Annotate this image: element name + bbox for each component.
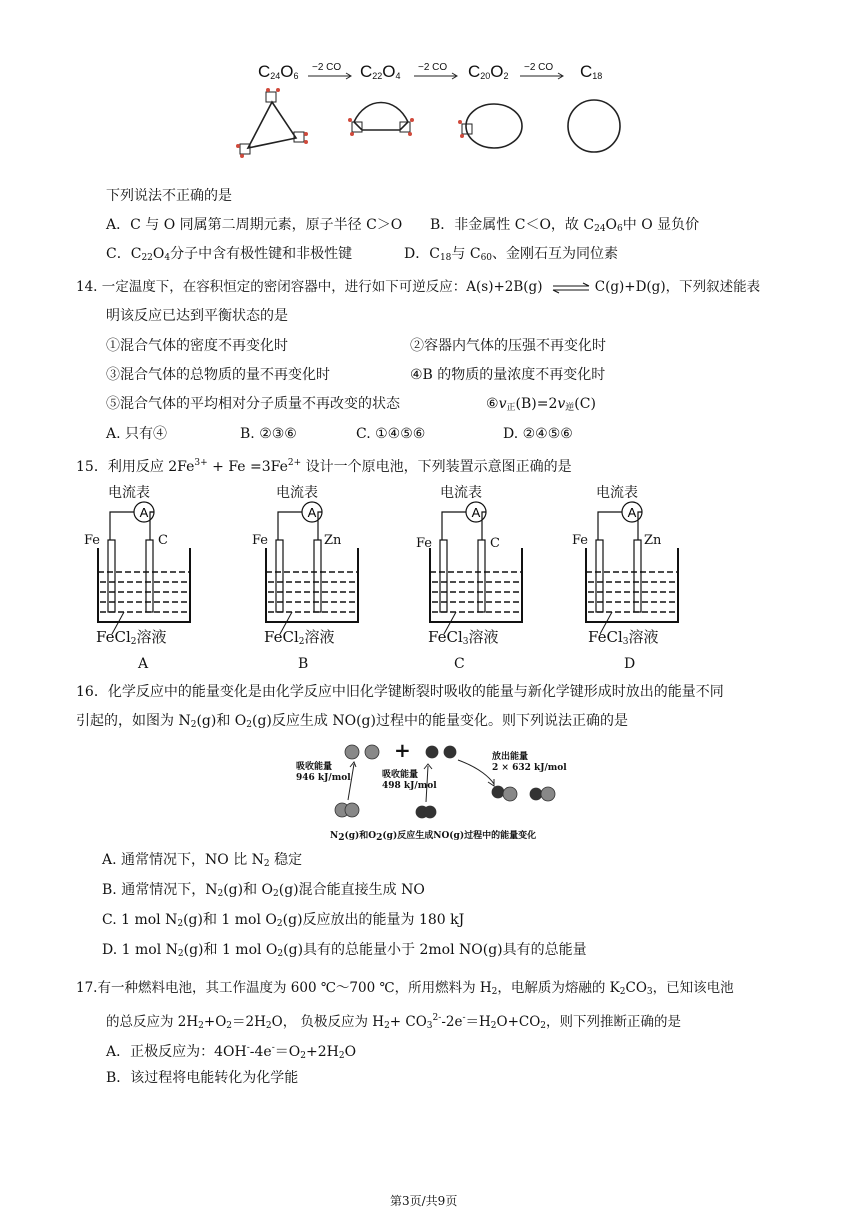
electrode-left-label: Fe: [84, 533, 101, 548]
release-label: [492, 752, 567, 774]
electrode-right-label: Zn: [644, 533, 662, 548]
text: O+CO: [496, 1014, 541, 1030]
text: 吸收能量: [296, 762, 333, 772]
electrode-left-label: Fe: [572, 533, 589, 548]
arrow-label-2: −2 CO: [418, 62, 448, 73]
sub: 24: [594, 224, 606, 234]
o-atom: [444, 746, 456, 758]
c24o6-ring: [248, 102, 296, 148]
sub: 22: [141, 253, 153, 263]
formula-text: O: [490, 62, 504, 81]
sub: 3: [646, 987, 653, 997]
electrode-right-label: Zn: [324, 533, 342, 548]
q16-stem-line1: 16．化学反应中的能量变化是由化学反应中旧化学键断裂时吸收的能量与新化学键形成时放出的能量不同: [76, 684, 724, 700]
cyclobutene-square: [352, 122, 362, 132]
text: (C): [574, 396, 596, 412]
q13-stem: 下列说法不正确的是: [106, 188, 232, 204]
electrode-left-label: Fe: [252, 533, 269, 548]
text: N: [330, 831, 339, 841]
cell-letter: A: [138, 656, 149, 672]
q13-option-b: [430, 215, 699, 239]
text: 引起的，如图为 N: [76, 713, 191, 729]
sub: 3: [426, 1021, 433, 1031]
formula-text: O: [382, 62, 396, 81]
formula-sub: 18: [592, 71, 603, 81]
sub: 18: [439, 253, 452, 263]
equilibrium-arrow-icon: [551, 282, 591, 294]
sub: 2: [376, 833, 383, 843]
q16-option-b: [102, 880, 425, 904]
q15-stem: [76, 453, 572, 477]
ammeter-label: 电流表: [440, 485, 482, 501]
cell-b: [252, 480, 372, 676]
absorb-label-2: [382, 770, 437, 792]
text: O， 负极反应为 H: [271, 1014, 385, 1030]
n-atom: [541, 787, 555, 801]
formula-sub: 6: [293, 71, 299, 81]
q13-option-c: [106, 244, 352, 268]
text: ＝2H: [232, 1014, 266, 1030]
text: FeCl: [264, 628, 299, 646]
c18-ring: [568, 100, 620, 152]
q14-option-a: A. 只有④: [106, 426, 168, 442]
ammeter-symbol: A: [307, 505, 317, 520]
sub: 4: [164, 253, 171, 263]
text: B. 通常情况下，N: [102, 882, 218, 898]
text: 分子中含有极性键和非极性键: [170, 246, 353, 262]
text: D. 1 mol N: [102, 942, 178, 958]
text: -2e: [441, 1014, 463, 1030]
sub: 2: [177, 919, 184, 929]
formula-text: C: [258, 62, 271, 81]
n-atom: [345, 803, 359, 817]
text: ⑥: [486, 396, 499, 412]
ammeter-symbol: A: [139, 505, 149, 520]
cyclobutene-square: [400, 122, 410, 132]
text: 溶液: [628, 628, 659, 646]
sup: -: [271, 1043, 275, 1053]
sub: 60: [480, 253, 493, 263]
text: 吸收能量: [382, 770, 419, 780]
text: (g)和 O: [196, 713, 247, 729]
o-atom: [424, 806, 436, 818]
cell-letter: D: [624, 656, 636, 672]
sub: 6: [617, 224, 623, 234]
solution-label: [264, 626, 335, 647]
q16-option-c: [102, 910, 464, 934]
electrode-right: [478, 540, 485, 612]
text: ＝H: [465, 1014, 491, 1030]
text: ，电解质为熔融的 K: [497, 980, 620, 996]
text: 2 × 632 kJ/mol: [492, 763, 567, 773]
q14-statement-6: [486, 394, 596, 418]
sub: 2: [619, 987, 626, 997]
text: (g)反应放出的能量为 180 kJ: [282, 912, 465, 928]
text: 15．利用反应 2Fe: [76, 459, 195, 475]
sub: 2: [263, 859, 270, 869]
text: (g)和 O: [223, 882, 274, 898]
q17-stem-line1: [76, 978, 734, 1002]
sub: 2: [277, 949, 284, 959]
electrode-right-label: C: [490, 536, 500, 551]
solution-label: [96, 626, 167, 647]
text: C. 1 mol N: [102, 912, 178, 928]
sub: 2: [491, 987, 498, 997]
n-atom: [345, 745, 359, 759]
sub: 2: [265, 1021, 272, 1031]
text: A. 通常情况下，NO 比 N: [102, 852, 264, 868]
sub: 正: [506, 403, 516, 413]
absorb-label-1: [296, 762, 351, 784]
ammeter-label: 电流表: [596, 485, 638, 501]
q17-option-b: B．该过程将电能转化为化学能: [106, 1070, 299, 1086]
molecule-diagram: [230, 60, 630, 180]
sub: 3: [622, 637, 629, 647]
sup: -: [462, 1013, 466, 1023]
cell-apparatus: [252, 500, 372, 635]
text: 的总反应为 2H: [106, 1014, 199, 1030]
page-footer: 第3页/共9页: [390, 1194, 458, 1208]
q14-statement-1: ①混合气体的密度不再变化时: [106, 338, 288, 354]
text: +O: [203, 1014, 227, 1030]
text: + CO: [389, 1014, 427, 1030]
text: 498 kJ/mol: [382, 781, 437, 791]
electrode-left: [108, 540, 115, 612]
sub: 2: [300, 1051, 306, 1061]
electrode-right: [314, 540, 321, 612]
n-atom: [503, 787, 517, 801]
formula-text: C: [360, 62, 373, 81]
sub: 2: [384, 1021, 390, 1031]
q14-statement-5: ⑤混合气体的平均相对分子质量不再改变的状态: [106, 396, 400, 412]
formula-sub: 4: [395, 71, 401, 81]
sub: 2: [226, 1021, 233, 1031]
text: A．正极反应为：4OH: [106, 1044, 247, 1060]
electrode-left-label: Fe: [416, 536, 433, 551]
sub: 2: [190, 720, 197, 730]
q17-option-a: [106, 1038, 356, 1066]
formula-sub: 2: [503, 71, 509, 81]
text: FeCl: [96, 628, 131, 646]
sup: 2+: [287, 458, 302, 468]
text: (g)具有的总能量小于 2mol NO(g)具有的总能量: [283, 942, 587, 958]
text: 14. 一定温度下，在容积恒定的密闭容器中，进行如下可逆反应：A(s)+2B(g): [76, 279, 543, 295]
sup: -: [246, 1043, 250, 1053]
electrode-left: [276, 540, 283, 612]
text: 、金刚石互为同位素: [492, 246, 619, 262]
sup: 2-: [432, 1013, 442, 1023]
text: v: [498, 396, 507, 412]
sub: 2: [177, 949, 184, 959]
q16-stem-line2: [76, 711, 628, 735]
text: C(g)+D(g)，下列叙述能表: [594, 279, 761, 295]
q14-option-b: B. ②③⑥: [240, 426, 297, 442]
electrode-left: [440, 540, 447, 612]
formula-text: C: [468, 62, 481, 81]
cell-letter: B: [298, 656, 309, 672]
o-atom: [426, 746, 438, 758]
arrow-label-1: −2 CO: [312, 62, 342, 73]
solution-label: [428, 626, 499, 647]
plus-sign: +: [394, 738, 411, 762]
q16-option-a: [102, 850, 302, 874]
text: FeCl: [428, 628, 463, 646]
text: O: [152, 246, 165, 262]
formula-sub: 20: [480, 71, 491, 81]
energy-arrow: [458, 760, 494, 784]
cell-a: [84, 480, 204, 676]
sub: 2: [338, 1051, 345, 1061]
text: (g)反应生成 NO(g)过程中的能量变化。则下列说法正确的是: [252, 713, 628, 729]
cell-c: [416, 480, 536, 676]
cell-letter: C: [454, 656, 465, 672]
text: C．C: [106, 246, 142, 262]
cell-apparatus: [84, 500, 204, 635]
text: + Fe =3Fe: [207, 459, 288, 475]
text: 设计一个原电池，下列装置示意图正确的是: [301, 459, 572, 475]
text: B．非金属性 C＜O，故 C: [430, 217, 595, 233]
sub: 2: [217, 889, 224, 899]
cyclobutene-square: [266, 92, 276, 102]
text: (g)反应生成NO(g)过程中的能量变化: [382, 831, 537, 841]
formula-sub: 24: [270, 71, 281, 81]
text: -4e: [249, 1044, 272, 1060]
formula-sub: 22: [372, 71, 383, 81]
electrode-left: [596, 540, 603, 612]
text: (g)和 1 mol O: [183, 942, 278, 958]
text: v: [557, 396, 566, 412]
sup: 3+: [194, 458, 208, 468]
sub: 2: [273, 889, 279, 899]
electrode-right: [634, 540, 641, 612]
sub: 逆: [565, 403, 575, 413]
q14-stem: [76, 277, 760, 297]
q14-option-c: C. ①④⑤⑥: [356, 426, 426, 442]
text: D．C: [404, 246, 440, 262]
sub: 2: [490, 1021, 497, 1031]
o-atom: [530, 788, 542, 800]
q14-statement-4: ④B 的物质的量浓度不再变化时: [410, 367, 606, 383]
text: 946 kJ/mol: [296, 773, 351, 783]
q16-option-d: [102, 940, 587, 964]
cell-d: [572, 480, 692, 676]
energy-diagram: [290, 738, 570, 844]
electrode-right-label: C: [158, 533, 168, 548]
cell-apparatus: [572, 500, 692, 635]
solution-label: [588, 626, 659, 647]
text: FeCl: [588, 628, 623, 646]
n-atom: [365, 745, 379, 759]
sub: 2: [246, 720, 252, 730]
sub: 2: [198, 1021, 204, 1031]
ammeter-label: 电流表: [108, 485, 150, 501]
q14-statement-3: ③混合气体的总物质的量不再变化时: [106, 367, 330, 383]
text: 溶液: [304, 628, 335, 646]
q13-option-d: [404, 244, 618, 268]
text: 溶液: [136, 628, 167, 646]
text: (g)混合能直接生成 NO: [278, 882, 425, 898]
sub: 2: [298, 637, 305, 647]
o-atom: [492, 786, 504, 798]
c20o2-ring: [466, 104, 522, 148]
q17-stem-line2: [106, 1008, 681, 1036]
text: O: [605, 217, 618, 233]
text: 17.有一种燃料电池，其工作温度为 600 ℃～700 ℃，所用燃料为 H: [76, 980, 492, 996]
q14-statement-2: ②容器内气体的压强不再变化时: [410, 338, 606, 354]
formula-text: O: [280, 62, 294, 81]
electrode-right: [146, 540, 153, 612]
text: 中 O 显负价: [622, 217, 700, 233]
sub: 2: [130, 637, 137, 647]
arrow-label-3: −2 CO: [524, 62, 554, 73]
text: (g)和O: [344, 831, 377, 841]
text: 溶液: [468, 628, 499, 646]
formula-text: C: [580, 62, 593, 81]
cell-apparatus: [416, 500, 536, 635]
sub: 2: [338, 833, 345, 843]
text: 与 C: [451, 246, 481, 262]
ammeter-symbol: A: [471, 505, 481, 520]
sub: 2: [540, 1021, 547, 1031]
q14-option-d: D. ②④⑤⑥: [503, 426, 573, 442]
text: O: [344, 1044, 357, 1060]
q14-stem-line2: 明该反应已达到平衡状态的是: [106, 308, 288, 324]
ammeter-symbol: A: [627, 505, 637, 520]
text: ＝O: [274, 1044, 301, 1060]
text: ，则下列推断正确的是: [546, 1014, 682, 1030]
text: ，已知该电池: [652, 980, 734, 996]
text: (B)=2: [515, 396, 558, 412]
sub: 2: [276, 919, 283, 929]
text: (g)和 1 mol O: [183, 912, 277, 928]
q13-option-a: A．C 与 O 同属第二周期元素，原子半径 C＞O: [106, 217, 403, 233]
text: 稳定: [269, 852, 303, 868]
sub: 3: [462, 637, 469, 647]
figure-caption: [330, 828, 536, 843]
text: 放出能量: [492, 752, 529, 762]
text: CO: [625, 980, 647, 996]
text: +2H: [305, 1044, 339, 1060]
ammeter-label: 电流表: [276, 485, 318, 501]
